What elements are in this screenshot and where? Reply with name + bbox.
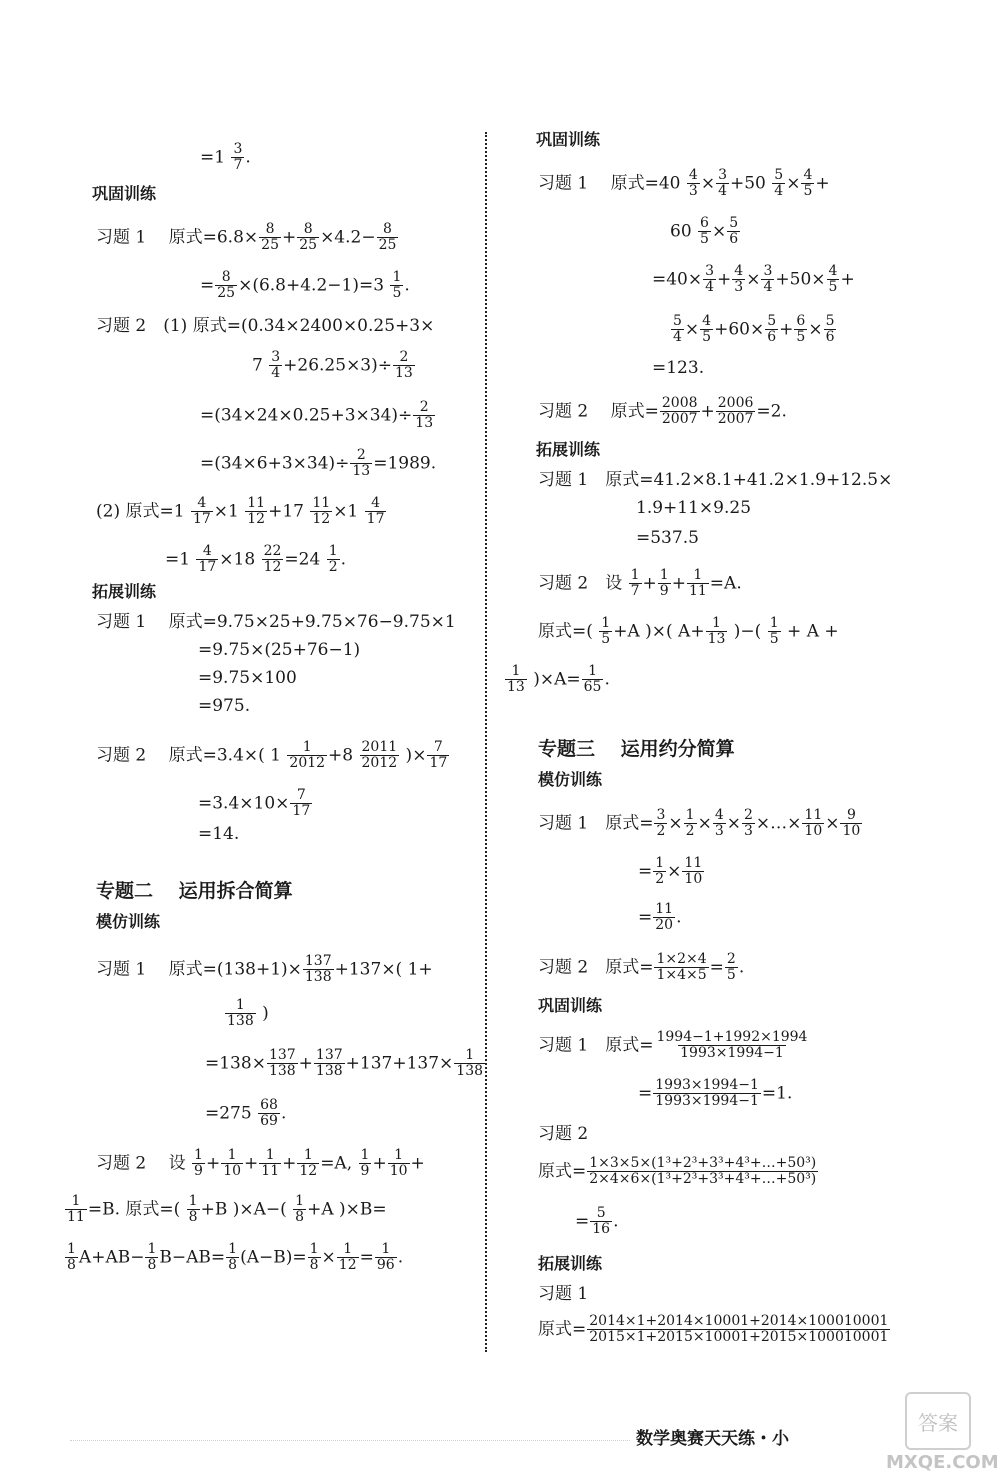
column-divider	[485, 132, 487, 1352]
section-heading: 模仿训练	[96, 912, 161, 931]
math-line: =14.	[198, 824, 240, 844]
math-line: 习题 2 原式=3.4×( 1 $\frac{1}{2012}$ +8 $\frac{2011}{2012}$ )× $\frac{7}{17}$	[96, 739, 448, 772]
math-line: 习题 1 原式=41.2×8.1+41.2×1.9+12.5×	[538, 470, 893, 490]
math-line: =275 $\frac{68}{69}$ .	[205, 1097, 287, 1130]
math-line: =138× $\frac{137}{138}$ + $\frac{137}{138}$ +137+137× $\frac{1}{138}$	[205, 1047, 484, 1080]
section-heading: 巩固训练	[538, 996, 603, 1015]
math-line: =40× $\frac{3}{4}$ + $\frac{4}{3}$ × $\frac{3}{4}$ +50× $\frac{4}{5}$ +	[652, 263, 855, 296]
math-line: 习题 1 原式=9.75×25+9.75×76−9.75×1	[96, 612, 456, 632]
math-line: $\frac{1}{138}$ )	[227, 997, 269, 1030]
math-line: (2) 原式=1 $\frac{4}{17}$ ×1 $\frac{11}{12}$ +17 $\frac{11}{12}$ ×1 $\frac{4}{17}$	[96, 495, 385, 528]
math-line: =9.75×100	[198, 668, 297, 688]
section-heading: 拓展训练	[92, 582, 157, 601]
math-line: 7 $\frac{3}{4}$ +26.25×3)÷ $\frac{2}{13}$	[252, 349, 413, 382]
section-heading: 拓展训练	[536, 440, 601, 459]
math-line: = $\frac{1993\times 1994-1}{1993\times 1994-1}$ =1.	[638, 1077, 793, 1110]
math-line: =3.4×10× $\frac{7}{17}$	[198, 787, 311, 820]
math-line: $\frac{5}{4}$ × $\frac{4}{5}$ +60× $\frac{5}{6}$ + $\frac{6}{5}$ × $\frac{5}{6}$	[673, 313, 835, 346]
math-line: 1.9+11×9.25	[636, 498, 752, 518]
math-line: 习题 2 原式= $\frac{2008}{2007}$ + $\frac{2006}{2007}$ =2.	[538, 395, 787, 428]
math-line: =(34×6+3×34)÷ $\frac{2}{13}$ =1989.	[200, 447, 437, 480]
math-line: 原式= $\frac{\text{1×3×5×(1³+2³+3³+4³+…+50³)}}{\text{2×4×6×(1³+2³+3³+4³+…+50³)}}$	[538, 1155, 817, 1188]
math-line: 习题 1 原式=40 $\frac{4}{3}$ × $\frac{3}{4}$ +50 $\frac{5}{4}$ × $\frac{4}{5}$ +	[538, 167, 830, 200]
math-line: 习题 1 原式=6.8× $\frac{8}{25}$ + $\frac{8}{25}$ ×4.2− $\frac{8}{25}$	[96, 221, 397, 254]
math-line: =9.75×(25+76−1)	[198, 640, 361, 660]
math-line: $\frac{1}{13}$ )×A= $\frac{1}{65}$ .	[507, 663, 610, 696]
footer-book-title: 数学奥赛天天练・小	[636, 1429, 789, 1449]
math-line: $\frac{1}{11}$ =B. 原式=( $\frac{1}{8}$ +B )×A−( $\frac{1}{8}$ +A )×B=	[67, 1193, 387, 1226]
math-line: =1 $\frac{3}{7}$ .	[200, 141, 251, 174]
math-line: $\frac{1}{8}$ A+AB− $\frac{1}{8}$ B−AB= $\frac{1}{8}$ (A−B)= $\frac{1}{8}$ × $\frac{1}{12}$ = $\frac{1}{96}$ .	[67, 1241, 404, 1274]
math-line: =537.5	[636, 528, 699, 548]
footer-rule	[70, 1440, 630, 1441]
math-line: =975.	[198, 696, 251, 716]
section-heading: 巩固训练	[536, 130, 601, 149]
section-heading: 拓展训练	[538, 1254, 603, 1273]
math-line: 习题 2 设 $\frac{1}{7}$ + $\frac{1}{9}$ + $\frac{1}{11}$ =A.	[538, 567, 742, 600]
math-line: 习题 2 原式= $\frac{1\times 2\times 4}{1\times 4\times 5}$ = $\frac{2}{5}$ .	[538, 951, 745, 984]
math-line: 习题 1 原式= $\frac{3}{2}$ × $\frac{1}{2}$ × $\frac{4}{3}$ × $\frac{2}{3}$ ×…× $\frac{11}{10}$ × $\frac{9}{10}$	[538, 807, 861, 840]
watermark-logo: 答案	[905, 1392, 971, 1450]
math-line: = $\frac{5}{16}$ .	[575, 1205, 619, 1238]
math-line: 60 $\frac{6}{5}$ × $\frac{5}{6}$	[670, 215, 739, 248]
math-line: 习题 1 原式=(138+1)× $\frac{137}{138}$ +137×( 1+	[96, 953, 433, 986]
math-line: =123.	[652, 358, 705, 378]
math-line: = $\frac{11}{20}$ .	[638, 901, 682, 934]
watermark-site: MXQE.COM	[886, 1452, 999, 1473]
section-heading: 巩固训练	[92, 184, 157, 203]
math-line: 习题 2 (1) 原式=(0.34×2400×0.25+3×	[96, 316, 435, 336]
math-line: 习题 1 原式= $\frac{1994-1+1992\times 1994}{1993\times 1994-1}$	[538, 1029, 808, 1062]
math-line: =(34×24×0.25+3×34)÷ $\frac{2}{13}$	[200, 399, 434, 432]
math-line: =1 $\frac{4}{17}$ ×18 $\frac{22}{12}$ =24 $\frac{1}{2}$ .	[165, 543, 347, 576]
math-line: 习题 2 设 $\frac{1}{9}$ + $\frac{1}{10}$ + $\frac{1}{11}$ + $\frac{1}{12}$ =A, $\frac{1}{9}$ + $\frac{1}{10}$ +	[96, 1147, 425, 1180]
math-line: 原式= $\frac{2014\times 1+2014\times 10001+2014\times 100010001}{2015\times 1+2015\times 10001+2015\times 100010001}$	[538, 1313, 889, 1346]
math-line: = $\frac{1}{2}$ × $\frac{11}{10}$	[638, 855, 703, 888]
math-line: = $\frac{8}{25}$ ×(6.8+4.2−1)=3 $\frac{1}{5}$ .	[200, 269, 410, 302]
topic-title: 专题二 运用拆合简算	[96, 880, 293, 902]
math-line: 原式=( $\frac{1}{5}$ +A )×( A+ $\frac{1}{13}$ )−( $\frac{1}{5}$ + A +	[538, 615, 839, 648]
section-heading: 模仿训练	[538, 770, 603, 789]
math-line: 习题 2	[538, 1124, 589, 1144]
math-line: 习题 1	[538, 1284, 589, 1304]
topic-title: 专题三 运用约分简算	[538, 738, 735, 760]
